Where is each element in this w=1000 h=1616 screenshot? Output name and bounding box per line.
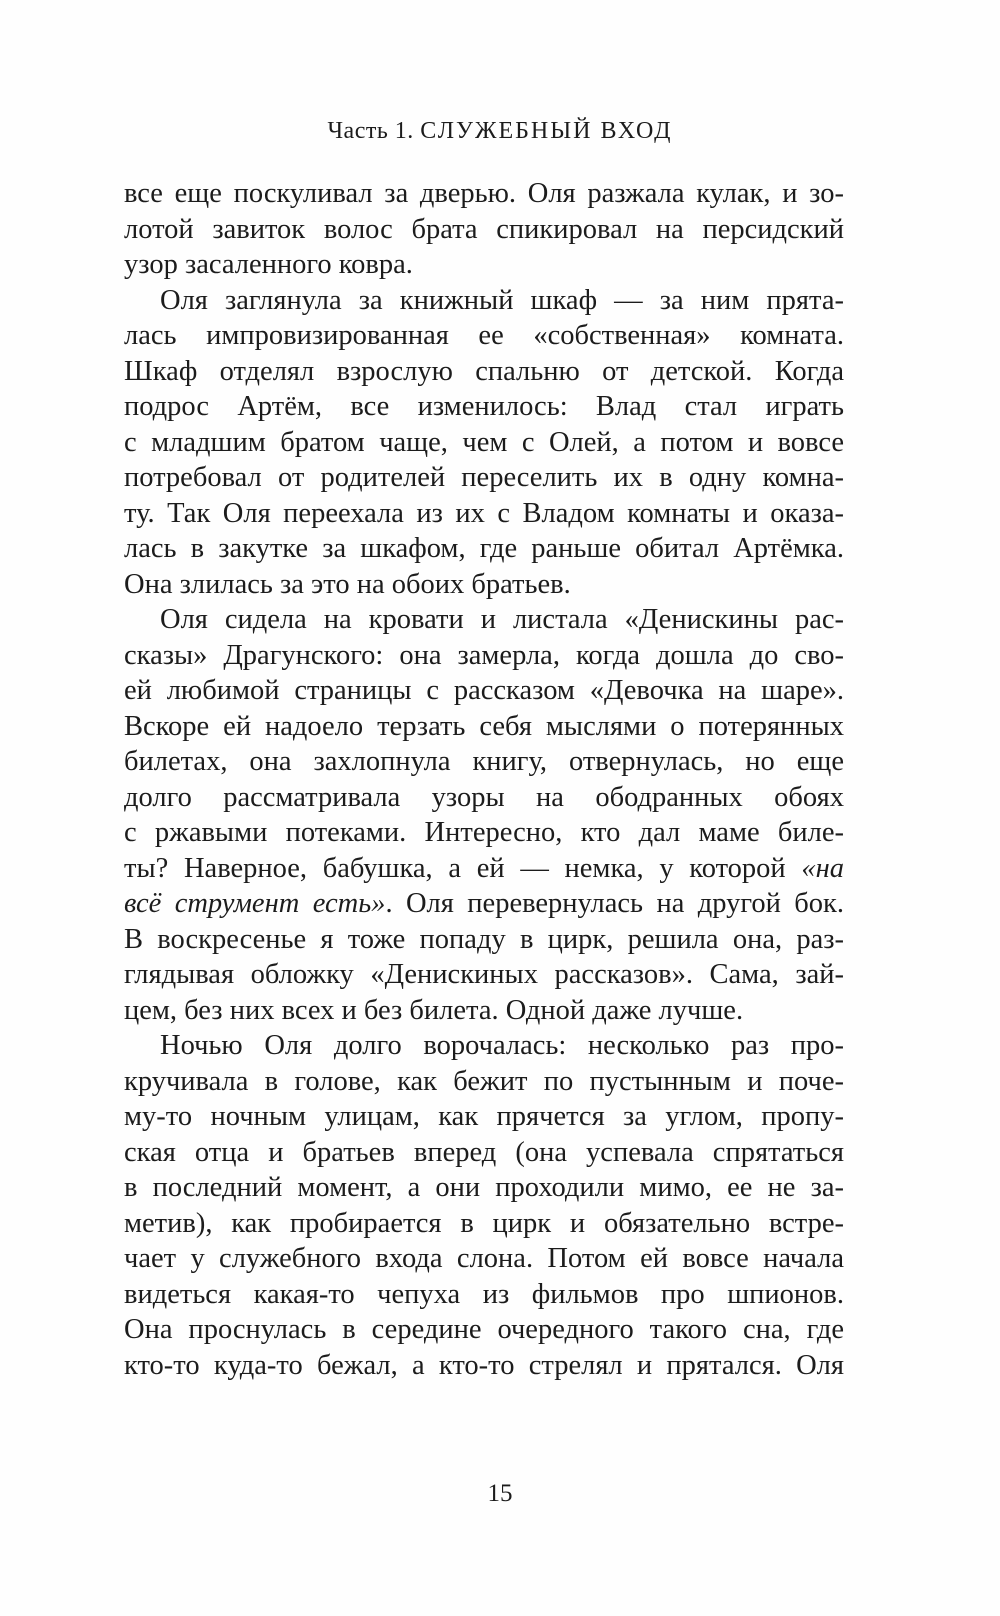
text-line: ская отца и братьев вперед (она успевала спрятаться [124,1136,844,1168]
paragraph [124,1028,844,1383]
text-line: с ржавыми потеками. Интересно, кто дал маме биле- [124,817,844,848]
running-head-part: Часть 1. [327,118,414,144]
text-line: Оля сидела на кровати и листала «Денискины рас- [160,604,844,635]
body-text [124,176,844,1383]
text-line [124,851,844,887]
text-line: кто-то куда-то бежал, а кто-то стрелял и прятался. Оля [124,1349,844,1381]
paragraph [124,176,844,283]
italic-text: «на [801,852,844,884]
text-line: долго рассматривала узоры на ободранных обоях [124,781,844,813]
text-line: видеться какая-то чепуха из фильмов про шпионов. [124,1278,844,1310]
text-line: В воскресенье я тоже попаду в цирк, решила она, раз- [124,923,844,955]
text-line: сказы» Драгунского: она замерла, когда дошла до сво- [124,639,844,671]
text-segment: ты? Наверное, бабушка, а ей — немка, у которой [124,852,802,884]
page-number: 15 [487,1480,513,1507]
text-line: кручивала в голове, как бежит по пустынным и поче- [124,1065,844,1097]
text-line: чает у служебного входа слона. Потом ей вовсе начала [124,1243,844,1274]
text-line: Она проснулась в середине очередного такого сна, где [124,1314,844,1345]
running-head-section-title: СЛУЖЕБНЫЙ ВХОД [420,118,673,144]
text-line: Оля заглянула за книжный шкаф — за ним прята- [160,284,844,316]
text-line: Шкаф отделял взрослую спальню от детской. Когда [124,355,844,387]
text-line: Она злилась за это на обоих братьев. [124,568,571,600]
text-line: с младшим братом чаще, чем с Олей, а потом и вовсе [124,426,844,458]
text-line: глядывая обложку «Денискиных рассказов». Сама, зай- [124,959,844,990]
text-segment: . Оля перевернулась на другой бок. [385,888,844,919]
running-head [0,118,1000,145]
text-line: лотой завиток волос брата спикировал на персидский [124,213,844,245]
text-line: в последний момент, а они проходили мимо, ее не за- [124,1172,844,1203]
italic-text: всё струмент есть» [124,888,386,919]
paragraph [124,602,844,1028]
text-line: билетах, она захлопнула книгу, отвернулась, но еще [124,746,844,777]
text-line: лась в закутке за шкафом, где раньше обитал Артёмка. [124,533,844,564]
text-line: метив), как пробирается в цирк и обязательно встре- [124,1207,844,1239]
text-line: Ночью Оля долго ворочалась: несколько раз про- [160,1030,844,1061]
text-line: все еще поскуливал за дверью. Оля разжала кулак, и зо- [124,178,844,209]
text-line: потребовал от родителей переселить их в одну комна- [124,462,844,493]
text-line: ту. Так Оля переехала из их с Владом комнаты и оказа- [124,497,844,529]
text-line [124,886,844,922]
text-line: подрос Артём, все изменилось: Влад стал играть [124,391,844,422]
text-line: ей любимой страницы с рассказом «Девочка на шаре». [124,675,844,706]
text-line: Вскоре ей надоело терзать себя мыслями о потерянных [124,710,844,742]
text-line: узор засаленного ковра. [124,249,413,280]
text-line: му-то ночным улицам, как прячется за углом, пропу- [124,1101,844,1132]
paragraph [124,283,844,603]
text-line: лась импровизированная ее «собственная» комната. [124,320,844,351]
text-line: цем, без них всех и без билета. Одной даже лучше. [124,994,744,1026]
